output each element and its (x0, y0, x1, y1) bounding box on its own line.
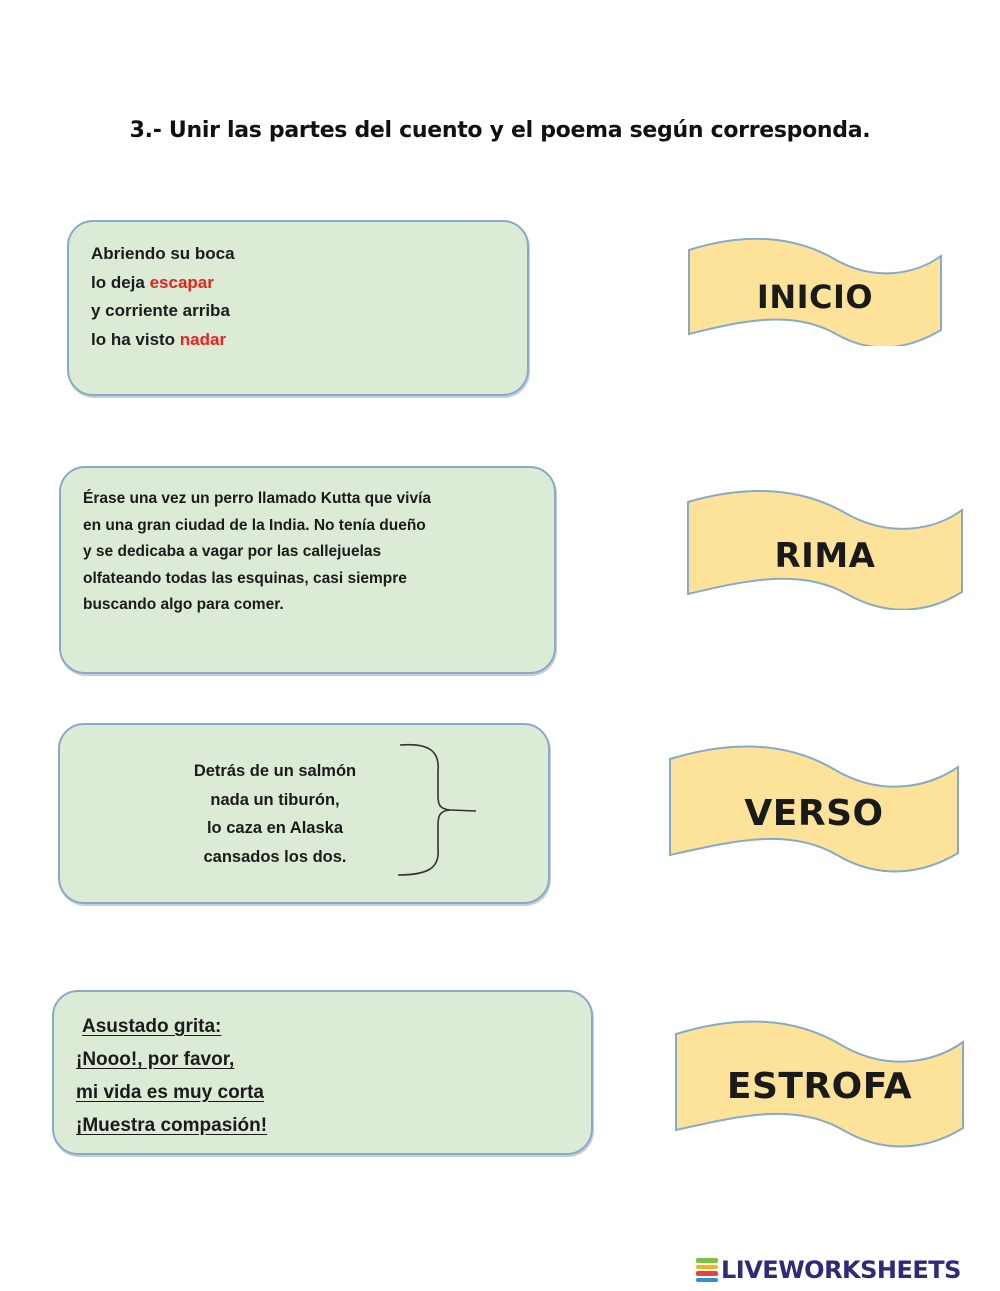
text-box-dialog-verses[interactable] (52, 990, 593, 1155)
text-line: y corriente arriba (91, 301, 230, 320)
label-flag-rima[interactable] (685, 490, 965, 610)
text-box-content (76, 1010, 267, 1142)
text-box-poem-brace[interactable] (58, 723, 550, 904)
rhyme-word: nadar (179, 329, 227, 349)
text-line: olfateando todas las esquinas, casi siempre (83, 569, 407, 587)
label-flag-inicio[interactable] (686, 238, 944, 346)
flag-label: RIMA (774, 536, 876, 576)
text-line: en una gran ciudad de la India. No tenía dueño (83, 516, 426, 534)
text-line: Detrás de un salmón (193, 762, 357, 780)
rhyme-word: escapar (149, 272, 214, 292)
text-box-poem-stanza[interactable] (67, 220, 529, 396)
text-box-story-beginning[interactable] (59, 466, 556, 674)
liveworksheets-logo[interactable] (696, 1255, 992, 1285)
curly-brace-icon (394, 741, 484, 881)
flag-label: ESTROFA (726, 1066, 913, 1107)
label-flag-estrofa[interactable] (673, 1020, 966, 1148)
text-line: ¡Muestra compasión! (76, 1115, 268, 1136)
flag-label: VERSO (744, 793, 884, 834)
text-line: mi vida es muy corta (76, 1082, 264, 1103)
text-box-content (91, 240, 235, 354)
text-line: lo caza en Alaska (206, 819, 344, 837)
text-line: lo ha visto nadar (91, 329, 227, 349)
text-line: cansados los dos. (203, 847, 347, 866)
text-line: Asustado grita: (82, 1016, 222, 1037)
logo-text: LIVEWORKSHEETS (721, 1256, 961, 1284)
text-line: Abriendo su boca (91, 244, 235, 263)
text-line: y se dedicaba a vagar por las callejuelas (83, 543, 382, 560)
label-flag-verso[interactable] (667, 745, 961, 873)
text-box-content (83, 486, 543, 619)
text-line: ¡Nooo!, por favor, (76, 1049, 235, 1070)
text-box-content (180, 757, 370, 871)
text-line: nada un tiburón, (210, 790, 340, 809)
exercise-title: 3.- Unir las partes del cuento y el poema según corresponda. (129, 118, 871, 143)
flag-label: INICIO (756, 278, 874, 316)
logo-icon (696, 1257, 718, 1283)
text-line: buscando algo para comer. (83, 596, 284, 613)
text-line: Érase una vez un perro llamado Kutta que vivía (83, 490, 431, 507)
text-line: lo deja escapar (91, 272, 214, 292)
